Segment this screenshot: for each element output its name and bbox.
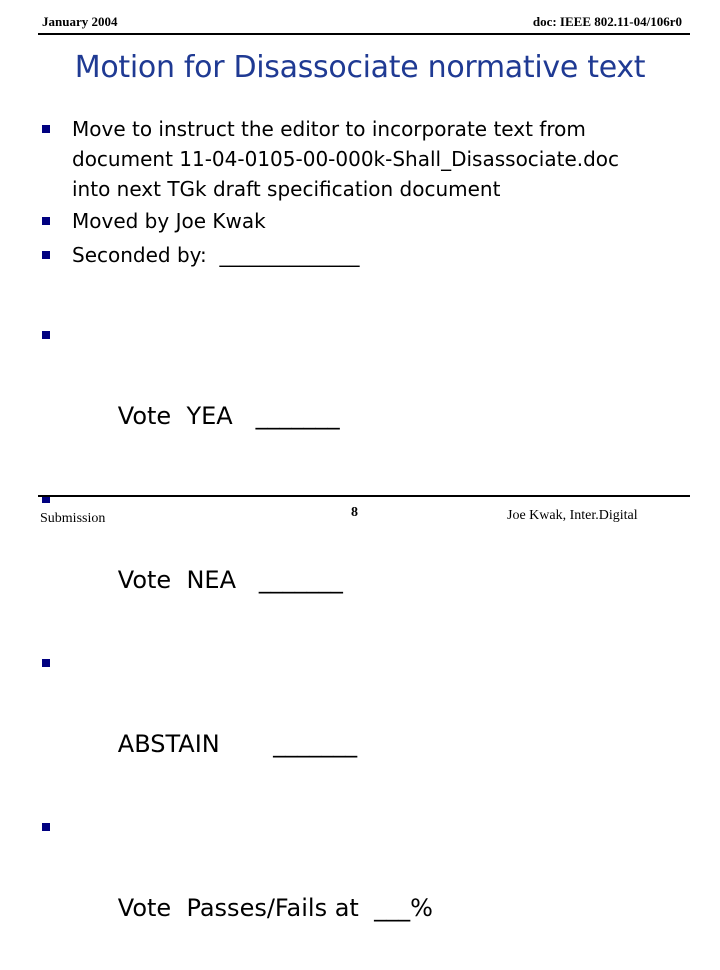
list-item-seconded-by	[42, 240, 682, 270]
vote-bullet-list	[42, 314, 682, 970]
header-doc-id: doc: IEEE 802.11-04/106r0	[532, 14, 682, 29]
square-bullet-icon	[42, 331, 50, 339]
slide-title: Motion for Disassociate normative text	[74, 50, 646, 85]
square-bullet-icon	[42, 659, 50, 667]
motion-bullet-list	[42, 114, 682, 270]
square-bullet-icon	[42, 251, 50, 259]
header-rule	[38, 33, 690, 35]
header-date: January 2004	[42, 14, 118, 29]
list-item-motion	[42, 114, 682, 204]
page-number: 8	[351, 505, 358, 520]
list-item-abstain	[42, 642, 682, 806]
vote-result-text: Vote Passes/Fails at ___%	[117, 894, 433, 922]
seconded-by-text: Seconded by: ______________	[72, 243, 360, 267]
vote-yea-text: Vote YEA _______	[117, 402, 340, 430]
square-bullet-icon	[42, 823, 50, 831]
list-item-vote-nea	[42, 478, 682, 642]
motion-line-2: document 11-04-0105-00-000k-Shall_Disassociate.doc	[72, 147, 620, 171]
vote-nea-text: Vote NEA _______	[117, 566, 343, 594]
footer-rule	[38, 495, 690, 497]
motion-line-1: Move to instruct the editor to incorporate text from	[72, 117, 586, 141]
motion-line-3: into next TGk draft specification document	[72, 177, 501, 201]
list-item-moved-by	[42, 206, 682, 236]
moved-by-text: Moved by Joe Kwak	[72, 209, 266, 233]
square-bullet-icon	[42, 217, 50, 225]
list-item-vote-result	[42, 806, 682, 970]
abstain-text: ABSTAIN _______	[117, 730, 358, 758]
square-bullet-icon	[42, 125, 50, 133]
footer-submission: Submission	[40, 511, 106, 526]
footer-author: Joe Kwak, Inter.Digital	[507, 508, 638, 523]
list-item-vote-yea	[42, 314, 682, 478]
